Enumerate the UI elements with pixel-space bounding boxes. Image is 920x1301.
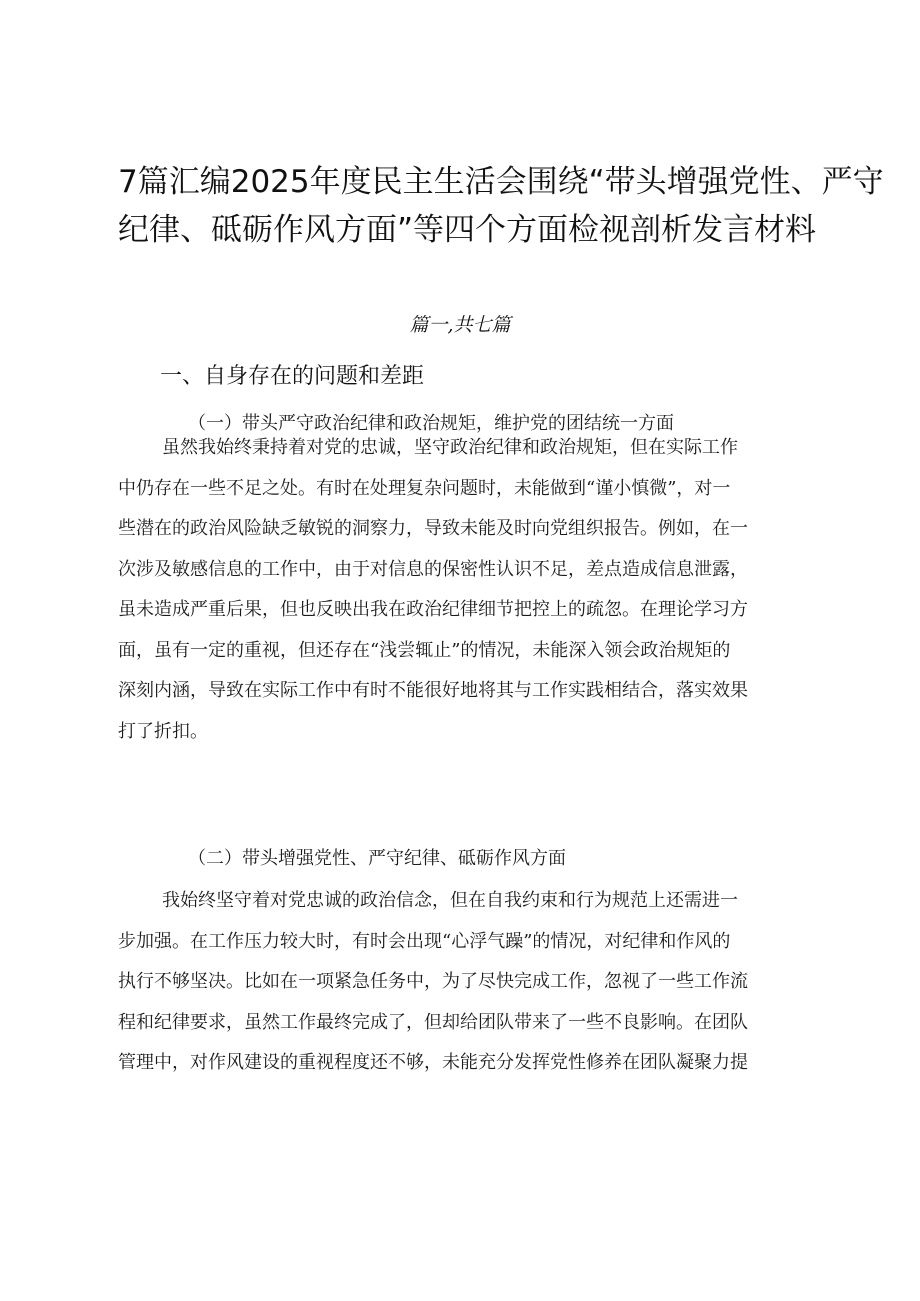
title-line: 纪律、砥砺作风方面”等四个方面检视剖析发言材料 [118,212,817,248]
subsection-heading-2: （二）带头增强党性、严守纪律、砥砺作风方面 [188,848,566,869]
text-line: 我始终坚守着对党忠诚的政治信念，但在自我约束和行为规范上还需进一 [162,890,738,911]
text-line: 中仍存在一些不足之处。有时在处理复杂问题时，未能做到“谨小慎微”，对一 [118,477,731,499]
text-line: 步加强。在工作压力较大时，有时会出现“心浮气躁”的情况，对纪律和作风的 [118,930,731,952]
subsection-heading-1: （一）带头严守政治纪律和政治规矩，维护党的团结统一方面 [188,413,674,434]
text-line: 程和纪律要求，虽然工作最终完成了，但却给团队带来了一些不良影响。在团队 [118,1011,748,1033]
text-line: 虽未造成严重后果，但也反映出我在政治纪律细节把控上的疏忽。在理论学习方 [118,599,748,620]
text-line: 次涉及敏感信息的工作中，由于对信息的保密性认识不足，差点造成信息泄露， [118,558,748,580]
section-heading: 一、自身存在的问题和差距 [160,364,425,389]
document-title [118,158,884,254]
text-line: 面，虽有一定的重视，但还存在“浅尝辄止”的情况，未能深入领会政治规矩的 [118,639,731,661]
text-line: 打了折扣。 [118,720,208,742]
text-line: 虽然我始终秉持着对党的忠诚，坚守政治纪律和政治规矩，但在实际工作 [162,437,738,458]
paragraph-2 [118,881,814,1084]
title-line: 7篇汇编2025年度民主生活会围绕“带头增强党性、严守 [118,164,884,200]
text-line: 管理中，对作风建设的重视程度还不够，未能充分发挥党性修养在团队凝聚力提 [118,1052,748,1073]
paragraph-1 [118,428,814,752]
text-line: 些潜在的政治风险缺乏敏锐的洞察力，导致未能及时向党组织报告。例如，在一 [118,518,748,539]
text-line: 执行不够坚决。比如在一项紧急任务中，为了尽快完成工作，忽视了一些工作流 [118,971,748,992]
document-subtitle: 篇一,共七篇 [409,314,511,336]
text-line: 深刻内涵，导致在实际工作中有时不能很好地将其与工作实践相结合，落实效果 [118,680,748,701]
